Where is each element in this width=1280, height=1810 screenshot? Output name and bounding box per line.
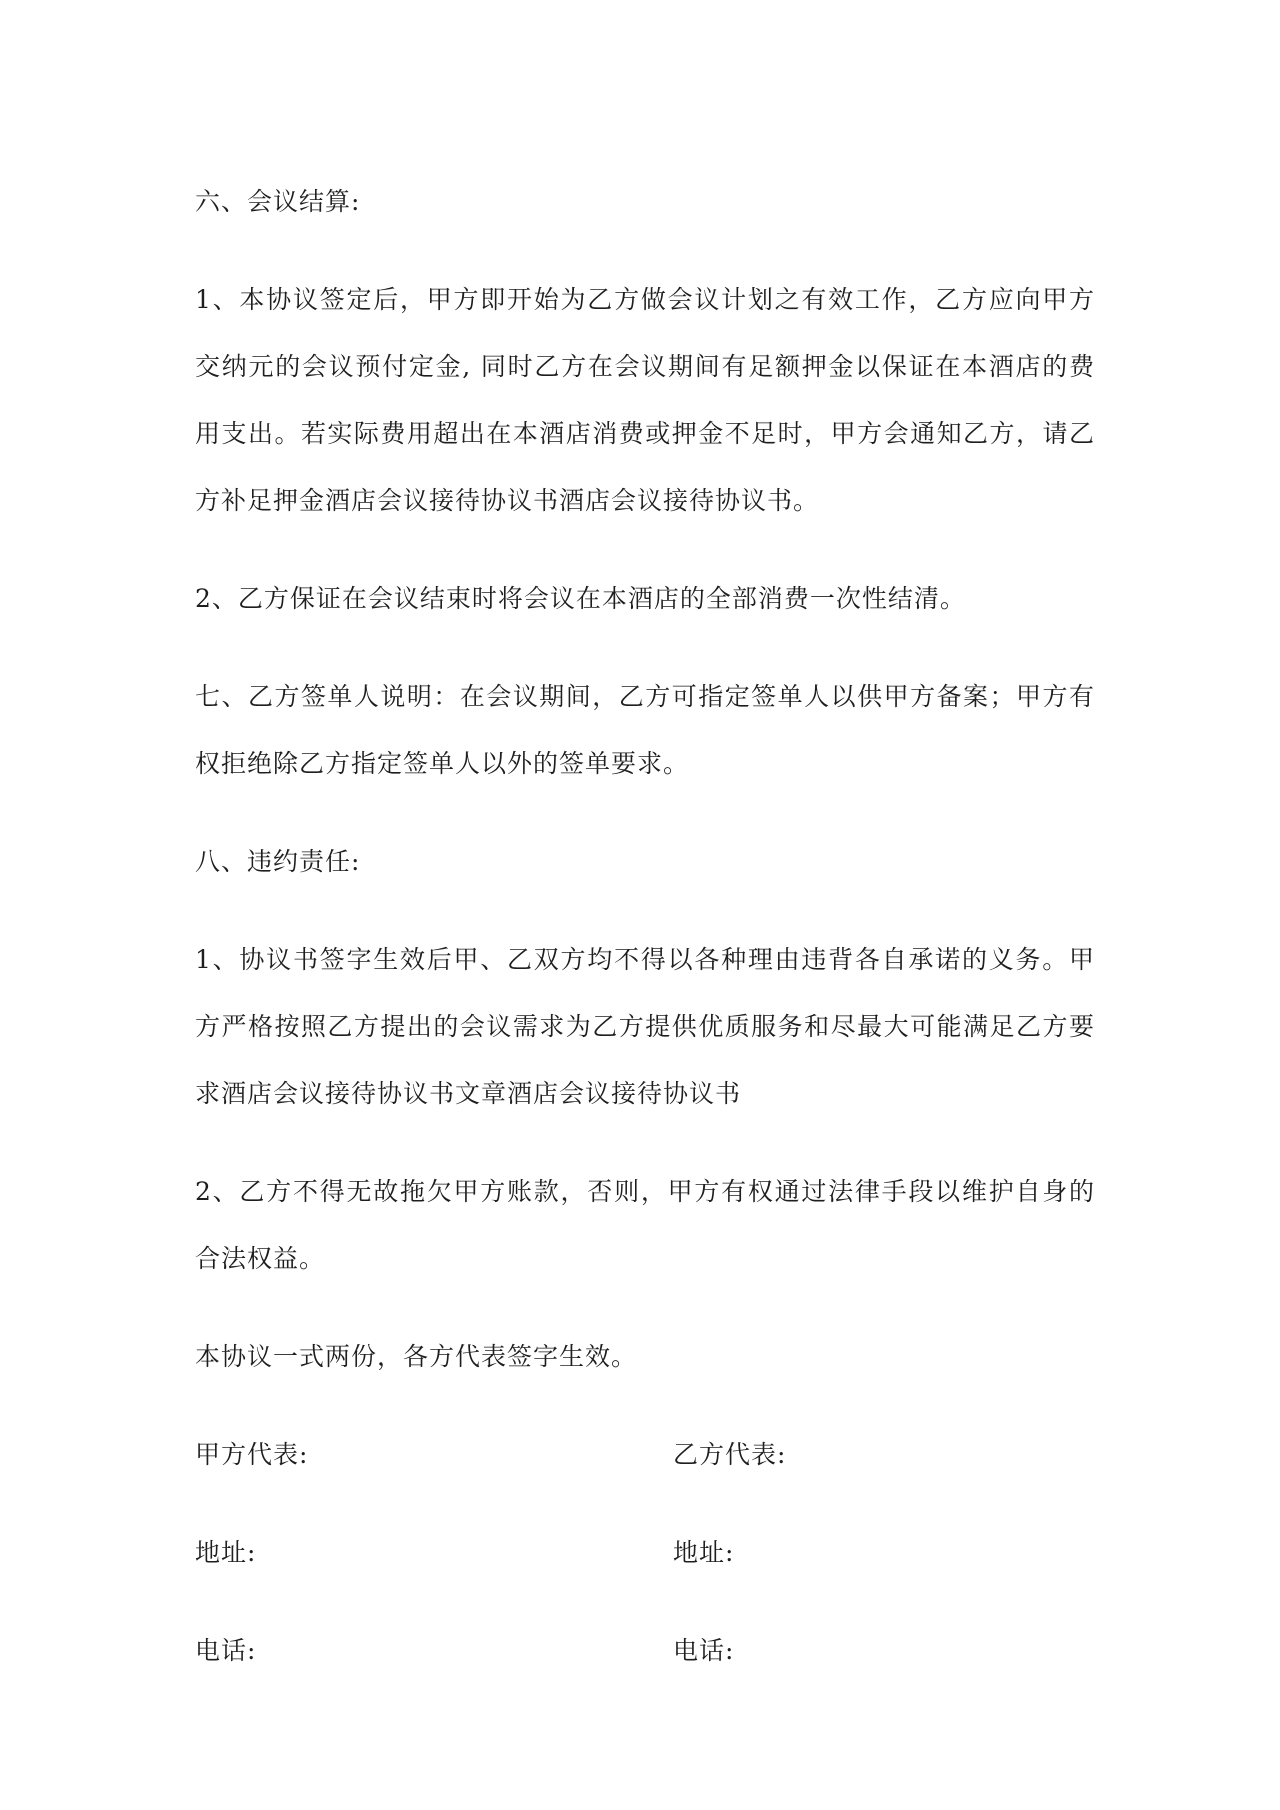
section-eight-item-2: 2、乙方不得无故拖欠甲方账款，否则，甲方有权通过法律手段以维护自身的合法权益。 bbox=[195, 1177, 1095, 1273]
section-six-heading: 六、会议结算: bbox=[195, 187, 361, 216]
section-seven-text: 七、乙方签单人说明：在会议期间，乙方可指定签单人以供甲方备案；甲方有权拒绝除乙方指定签单人以外的签单要求。 bbox=[195, 682, 1095, 778]
party-b-phone-label: 电话: bbox=[673, 1636, 735, 1665]
closing-statement: 本协议一式两份，各方代表签字生效。 bbox=[195, 1342, 638, 1371]
section-eight-item-1: 1、协议书签字生效后甲、乙双方均不得以各种理由违背各自承诺的义务。甲方严格按照乙方提出的会议需求为乙方提供优质服务和尽最大可能满足乙方要求酒店会议接待协议书文章酒店会议接待协议书 bbox=[195, 945, 1095, 1108]
party-a-phone-label: 电话: bbox=[195, 1636, 257, 1665]
section-six-item-2: 2、乙方保证在会议结束时将会议在本酒店的全部消费一次性结清。 bbox=[195, 584, 966, 613]
document-body bbox=[195, 168, 1095, 1684]
party-a-representative-label: 甲方代表: bbox=[195, 1440, 309, 1469]
signature-row-phone bbox=[195, 1617, 1095, 1684]
party-a-address-label: 地址: bbox=[195, 1538, 257, 1567]
signature-row-representative bbox=[195, 1421, 1095, 1488]
party-b-representative-label: 乙方代表: bbox=[673, 1440, 787, 1469]
signature-row-address bbox=[195, 1519, 1095, 1586]
section-six-item-1: 1、本协议签定后，甲方即开始为乙方做会议计划之有效工作，乙方应向甲方交纳元的会议预付定金, 同时乙方在会议期间有足额押金以保证在本酒店的费用支出。若实际费用超出在本酒店消费或押金不足时，甲方会通知乙方，请乙方补足押金酒店会议接待协议书酒店会议接待协议书。 bbox=[195, 285, 1095, 515]
party-b-address-label: 地址: bbox=[673, 1538, 735, 1567]
section-eight-heading: 八、违约责任: bbox=[195, 847, 361, 876]
